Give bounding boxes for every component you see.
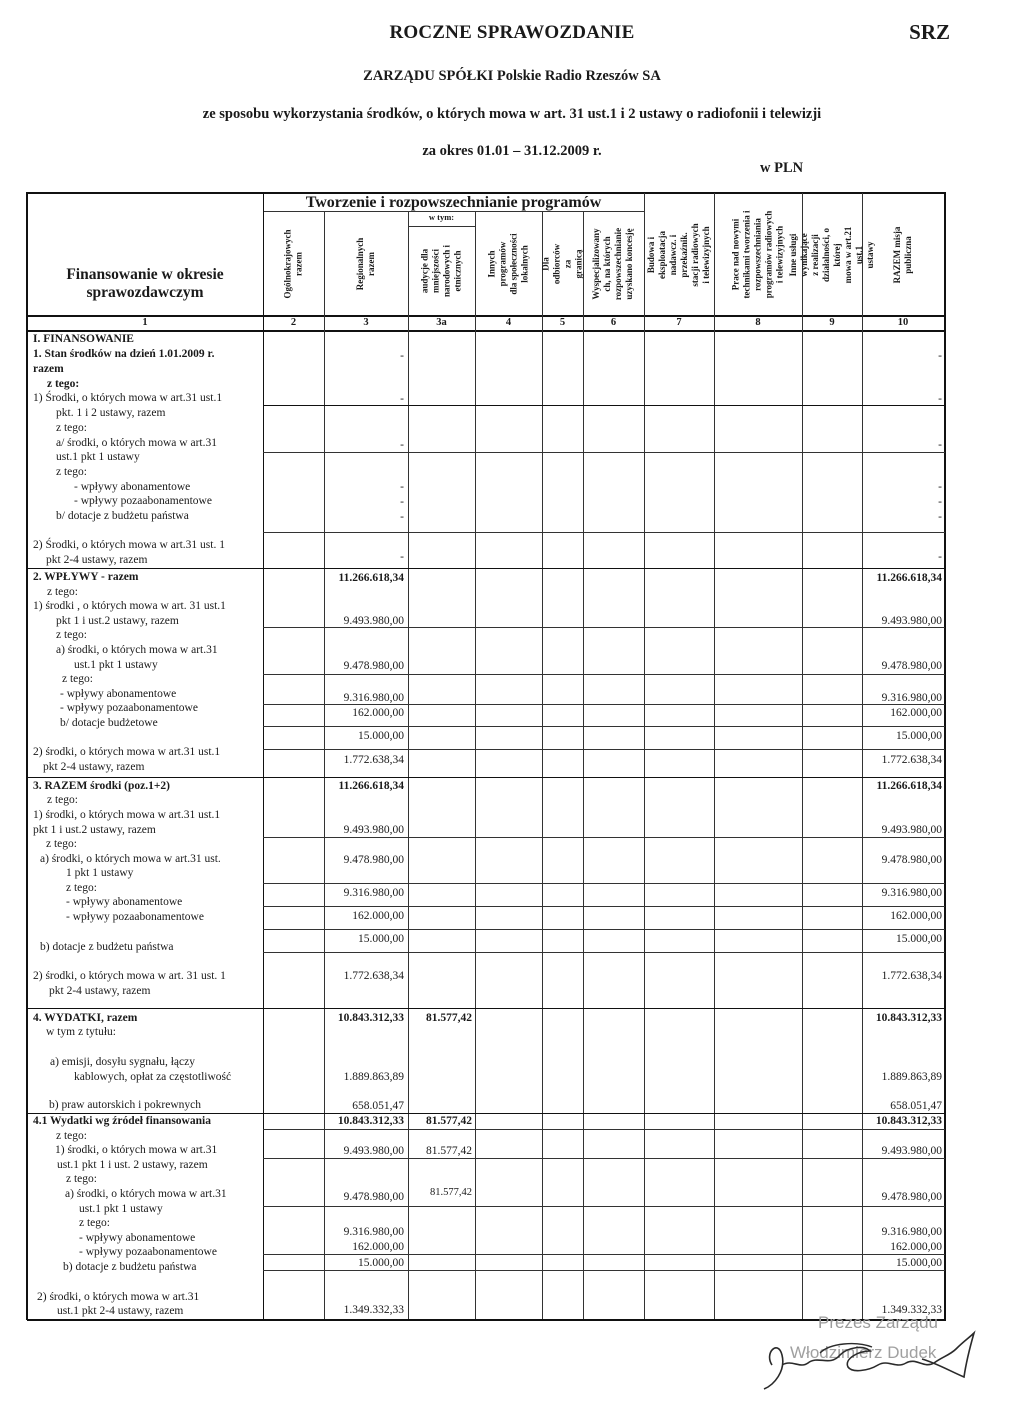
value-cell: 11.266.618,34 xyxy=(338,780,404,792)
value-cell: - xyxy=(400,496,404,508)
value-cell: - xyxy=(938,551,942,563)
row-label: ust.1 pkt 2-4 ustawy, razem xyxy=(57,1305,184,1317)
row-label: 2) środki, o których mowa w art.31 ust.1 xyxy=(33,746,221,758)
row-line xyxy=(263,906,945,907)
row-label: 2) Środki, o których mowa w art.31 ust. 1 xyxy=(33,539,225,551)
row-label: pkt 1 i ust.2 ustawy, razem xyxy=(56,615,179,627)
section-line xyxy=(27,568,946,569)
row-label: a) środki, o których mowa w art.31 ust. xyxy=(40,853,221,865)
value-cell: 81.577,42 xyxy=(430,1187,472,1198)
value-cell: 10.843.312,33 xyxy=(875,1115,942,1127)
row-line xyxy=(263,532,945,533)
section-line xyxy=(27,777,946,778)
header-col-9: Inne usługi wynikające z realizacji działalności, o której mowa w art.21 ust.1 ustawy xyxy=(788,226,875,283)
value-cell: - xyxy=(938,481,942,493)
stamp-title: Prezes Zarządu xyxy=(818,1313,938,1332)
value-cell: 9.316.980,00 xyxy=(881,692,942,704)
value-cell: 10.843.312,33 xyxy=(337,1115,404,1127)
header-col-7: Budowa i eksploatacja nadawcz. i przekaźnik. stacji radiowych i telewizyjnych xyxy=(646,222,711,287)
colnum-6: 6 xyxy=(610,317,617,328)
value-cell: 11.266.618,34 xyxy=(338,572,404,584)
value-cell: - xyxy=(938,393,942,405)
header-col-2: Ogólnokrajowych razem xyxy=(282,228,304,299)
row-label: kablowych, opłat za częstotliwość xyxy=(74,1071,232,1083)
header-col-3a: audycje dla mniejszości narodowych i etnicznych xyxy=(419,244,463,298)
row-label: z tego: xyxy=(56,629,87,641)
value-cell: 11.266.618,34 xyxy=(876,780,942,792)
row-label: b/ dotacje z budżetu państwa xyxy=(56,510,189,522)
colnum-4: 4 xyxy=(505,317,512,328)
colnum-9: 9 xyxy=(829,317,835,328)
row-label: - wpływy abonamentowe xyxy=(74,481,191,493)
value-cell: - xyxy=(400,350,404,362)
row-label: 2. WPŁYWY - razem xyxy=(33,571,139,583)
value-cell: 9.493.980,00 xyxy=(343,615,404,627)
row-label: z tego: xyxy=(46,838,77,850)
purpose-line: ze sposobu wykorzystania środków, o których mowa w art. 31 ust.1 i 2 ustawy o radiofonii i telewizji xyxy=(202,106,822,122)
row-label: - wpływy pozaabonamentowe xyxy=(79,1246,217,1258)
value-cell: 9.493.980,00 xyxy=(881,615,942,627)
row-label: - wpływy abonamentowe xyxy=(79,1232,196,1244)
value-cell: 9.478.980,00 xyxy=(343,660,404,672)
row-label: pkt 2-4 ustawy, razem xyxy=(43,761,145,773)
value-cell: 9.493.980,00 xyxy=(343,1145,404,1157)
value-cell: - xyxy=(938,350,942,362)
value-cell: 9.493.980,00 xyxy=(343,824,404,836)
value-cell: 10.843.312,33 xyxy=(337,1012,404,1024)
row-label: 1) środki , o których mowa w art. 31 ust.1 xyxy=(33,600,226,612)
row-line xyxy=(263,1158,945,1159)
row-line xyxy=(263,1270,945,1271)
document-title: ROCZNE SPRAWOZDANIE xyxy=(389,22,635,43)
row-label: 2) środki, o których mowa w art. 31 ust. 1 xyxy=(33,970,226,982)
header-in-which: w tym: xyxy=(428,212,455,222)
row-label: b) praw autorskich i pokrewnych xyxy=(49,1099,202,1111)
colnum-2: 2 xyxy=(290,317,297,328)
colnum-7: 7 xyxy=(676,317,682,328)
value-cell: 1.772.638,34 xyxy=(881,754,942,766)
value-cell: 81.577,42 xyxy=(426,1145,472,1157)
value-cell: 9.478.980,00 xyxy=(881,854,942,866)
row-line xyxy=(263,837,945,838)
section-line xyxy=(27,1008,946,1009)
row-label: pkt 2-4 ustawy, razem xyxy=(46,554,148,566)
value-cell: 162.000,00 xyxy=(890,1241,942,1253)
row-label: - wpływy pozaabonamentowe xyxy=(60,702,198,714)
currency-label: w PLN xyxy=(760,160,804,176)
row-label: pkt 2-4 ustawy, razem xyxy=(49,985,151,997)
row-label: b) dotacje z budżetu państwa xyxy=(40,941,174,953)
header-col-5: Dla odbiorców za granicą xyxy=(540,243,584,284)
row-label: z tego: xyxy=(56,1130,87,1142)
row-label: ust.1 pkt 1 ustawy xyxy=(79,1203,163,1215)
row-label: - wpływy pozaabonamentowe xyxy=(66,911,204,923)
col-line xyxy=(408,212,409,1319)
row-label: w tym z tytułu: xyxy=(46,1026,116,1038)
row-label: a/ środki, o których mowa w art.31 xyxy=(56,437,217,449)
row-label: ust.1 pkt 1 ustawy xyxy=(74,659,158,671)
row-label: ust.1 pkt 1 ustawy xyxy=(56,451,140,463)
col-line xyxy=(324,212,325,1319)
value-cell: 9.316.980,00 xyxy=(343,1226,404,1238)
colnum-5: 5 xyxy=(559,317,566,328)
value-cell: 1.349.332,33 xyxy=(881,1304,942,1316)
value-cell: 9.316.980,00 xyxy=(881,1226,942,1238)
header-col-6: Wyspecjalizowany ch, na których rozpowszechnianie uzyskano koncesję xyxy=(591,227,635,300)
row-label: a) emisji, dosyłu sygnału, łączy xyxy=(50,1056,195,1068)
value-cell: 9.478.980,00 xyxy=(343,854,404,866)
col-line xyxy=(542,212,543,1319)
value-cell: 11.266.618,34 xyxy=(876,572,942,584)
row-label: b/ dotacje budżetowe xyxy=(60,717,158,729)
row-label: z tego: xyxy=(47,586,78,598)
period-line: za okres 01.01 – 31.12.2009 r. xyxy=(422,143,602,159)
row-label: pkt 1 i ust.2 ustawy, razem xyxy=(33,824,156,836)
row-label: 1. Stan środków na dzień 1.01.2009 r. xyxy=(33,348,215,360)
value-cell: 15.000,00 xyxy=(358,730,404,742)
col-line xyxy=(862,193,863,1319)
row-label: 1) środki, o których mowa w art.31 ust.1 xyxy=(33,809,221,821)
value-cell: - xyxy=(400,393,404,405)
row-label: 1) środki, o których mowa w art.31 xyxy=(55,1144,218,1156)
row-label: - wpływy abonamentowe xyxy=(60,688,177,700)
value-cell: 1.889.863,89 xyxy=(881,1071,942,1083)
value-cell: 9.478.980,00 xyxy=(343,1191,404,1203)
value-cell: 81.577,42 xyxy=(426,1012,472,1024)
row-line xyxy=(263,883,945,884)
row-label: b) dotacje z budżetu państwa xyxy=(63,1261,197,1273)
row-line xyxy=(263,952,945,953)
value-cell: 15.000,00 xyxy=(896,1257,942,1269)
colnum-3a: 3a xyxy=(436,317,447,328)
value-cell: - xyxy=(938,496,942,508)
value-cell: 162.000,00 xyxy=(352,910,404,922)
row-label: z tego: xyxy=(66,882,97,894)
row-line xyxy=(263,1254,945,1255)
row-label: a) środki, o których mowa w art.31 xyxy=(65,1188,227,1200)
handwritten-signature xyxy=(760,1325,990,1405)
value-cell: 162.000,00 xyxy=(352,707,404,719)
value-cell: 9.478.980,00 xyxy=(881,1191,942,1203)
value-cell: - xyxy=(400,551,404,563)
table-border-right xyxy=(944,192,946,1320)
value-cell: 162.000,00 xyxy=(890,910,942,922)
colnum-3: 3 xyxy=(363,317,369,328)
value-cell: 1.772.638,34 xyxy=(343,754,404,766)
value-cell: 15.000,00 xyxy=(358,1257,404,1269)
header-col-4: Innych programów dla społeczności lokalnych xyxy=(486,232,530,295)
row-label: z tego: xyxy=(47,794,78,806)
value-cell: 9.316.980,00 xyxy=(881,887,942,899)
value-cell: 9.478.980,00 xyxy=(881,660,942,672)
row-label: 2) środki, o których mowa w art.31 xyxy=(37,1291,200,1303)
row-line xyxy=(263,749,945,750)
value-cell: - xyxy=(400,439,404,451)
value-cell: 9.493.980,00 xyxy=(881,824,942,836)
value-cell: - xyxy=(938,439,942,451)
colnum-10: 10 xyxy=(897,317,909,328)
col-line xyxy=(583,212,584,1319)
value-cell: 658.051,47 xyxy=(890,1100,942,1112)
header-col-3: Regionalnych razem xyxy=(355,237,376,290)
row-line xyxy=(263,1129,945,1130)
row-line xyxy=(263,929,945,930)
value-cell: 15.000,00 xyxy=(358,933,404,945)
form-code: SRZ xyxy=(909,20,950,44)
value-cell: 162.000,00 xyxy=(352,1241,404,1253)
row-label: 1 pkt 1 ustawy xyxy=(66,867,134,879)
row-label: a) środki, o których mowa w art.31 xyxy=(56,644,218,656)
colnum-1: 1 xyxy=(142,317,148,328)
header-col-10: RAZEM misja publiczna xyxy=(892,226,913,283)
row-label: z tego: xyxy=(47,378,80,390)
row-label: 1) Środki, o których mowa w art.31 ust.1 xyxy=(33,392,223,404)
value-cell: 658.051,47 xyxy=(352,1100,404,1112)
row-label: z tego: xyxy=(56,422,87,434)
col-line xyxy=(475,212,476,1319)
row-line xyxy=(263,452,945,453)
value-cell: 10.843.312,33 xyxy=(875,1012,942,1024)
row-label: z tego: xyxy=(62,673,93,685)
value-cell: 9.316.980,00 xyxy=(343,692,404,704)
value-cell: - xyxy=(400,481,404,493)
table-border-left xyxy=(26,192,28,1320)
row-label: I. FINANSOWANIE xyxy=(33,333,134,345)
header-col-8: Prace nad nowymi technikami tworzenia i rozpowszechniania programów radiowych i telewizyjnych xyxy=(730,210,785,299)
value-cell: 162.000,00 xyxy=(890,707,942,719)
row-label: pkt. 1 i 2 ustawy, razem xyxy=(56,407,166,419)
value-cell: 1.772.638,34 xyxy=(881,970,942,982)
value-cell: 1.772.638,34 xyxy=(343,970,404,982)
company-line: ZARZĄDU SPÓŁKI Polskie Radio Rzeszów SA xyxy=(363,68,661,84)
value-cell: 1.349.332,33 xyxy=(343,1304,404,1316)
value-cell: 15.000,00 xyxy=(896,730,942,742)
col-line xyxy=(714,193,715,1319)
row-label: z tego: xyxy=(79,1217,110,1229)
row-label: z tego: xyxy=(66,1173,97,1185)
col-line xyxy=(644,193,645,1319)
value-cell: - xyxy=(400,511,404,523)
row-label: - wpływy abonamentowe xyxy=(66,896,183,908)
value-cell: 81.577,42 xyxy=(426,1115,472,1127)
value-cell: - xyxy=(938,511,942,523)
row-label: razem xyxy=(33,363,64,375)
row-label: 4. WYDATKI, razem xyxy=(33,1012,138,1024)
value-cell: 1.889.863,89 xyxy=(343,1071,404,1083)
row-label: 3. RAZEM środki (poz.1+2) xyxy=(33,780,171,792)
table-border-bottom xyxy=(27,1319,946,1321)
row-label: ust.1 pkt 1 i ust. 2 ustawy, razem xyxy=(57,1159,208,1171)
value-cell: 9.493.980,00 xyxy=(881,1145,942,1157)
value-cell: 9.316.980,00 xyxy=(343,887,404,899)
col-line xyxy=(802,193,803,1319)
header-program-group: Tworzenie i rozpowszechnianie programów xyxy=(305,194,602,211)
row-label: z tego: xyxy=(56,466,87,478)
row-label: 4.1 Wydatki wg źródeł finansowania xyxy=(33,1115,211,1127)
header-financing-period: Finansowanie w okresie sprawozdawczym xyxy=(66,266,224,301)
row-label: - wpływy pozaabonamentowe xyxy=(74,495,212,507)
row-line xyxy=(263,726,945,727)
row-line xyxy=(263,1206,945,1207)
row-line xyxy=(263,674,945,675)
stamp-name: Włodzimierz Dudek xyxy=(790,1343,937,1362)
colnum-8: 8 xyxy=(755,317,761,328)
value-cell: 15.000,00 xyxy=(896,933,942,945)
